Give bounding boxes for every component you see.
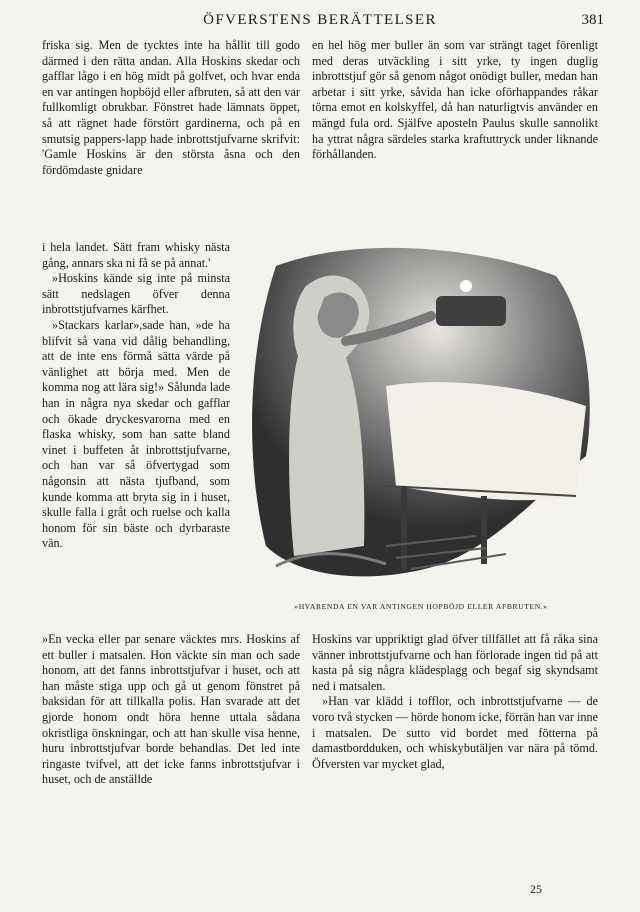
column-left-top	[42, 38, 300, 178]
paragraph: »Hoskins kände sig inte på minsta sätt nedslagen öfver denna inbrottstjufvarnes kärfhet.	[42, 271, 230, 317]
paragraph: »Stackars karlar»,sade han, »de ha blifvit så vana vid dålig behandling, att de inte ens förmå sätta värde på vänlighet att börja med. Men de komma nog att lära sig!» Sålunda lade han in några nya skedar och gafflar och ökade dryckesvarorna med en flaska whisky, som han satte bland vinet i buffeten åt inbrottstjufvarne, och han var så öfvertygad som någonsin att nästa tjufband, som kunde komma att bryta sig in i huset, skulle falla i gråt och ruelse och kalla honom för sin bäste och dyrbaraste vän.	[42, 317, 230, 551]
paragraph: Hoskins var uppriktigt glad öfver tillfället att få råka sina vänner inbrottstjufvarne och han förlorade ingen tid på att kasta på sig några klädesplagg och begaf sig skyndsamt ned i matsalen.	[312, 632, 598, 693]
running-header-title: ÖFVERSTENS BERÄTTELSER	[203, 12, 437, 28]
illustration-caption: »HVARENDA EN VAR ANTINGEN HOPBÖJD ELLER AFBRUTEN.»	[294, 602, 548, 611]
page-number: 381	[581, 12, 604, 28]
column-left-narrow	[42, 240, 230, 552]
illustration	[236, 246, 606, 602]
column-right-bottom	[312, 632, 598, 772]
paragraph: »En vecka eller par senare väcktes mrs. Hoskins af ett buller i matsalen. Hon väckte sin man och sade honom, att det fanns inbrottstjufvar i huset, och att han måste stiga upp och gå ut genom fönstret på baksidan för att tillkalla polis. Han svarade att det gjorde honom ondt höra henne uttala sådana okristliga önskningar, och att han skulle visa henne, huru inbrottstjufvar borde behandlas. Det led inte ringaste tvifvel, att det icke fanns inbrottstjufvar i huset, och de anställde	[42, 632, 300, 787]
column-right-top	[312, 38, 598, 163]
paragraph: friska sig. Men de tycktes inte ha hållit till godo därmed i den rätta andan. Alla Hoskins skedar och gafflar lågo i en hög midt på golfvet, och hvar enda en var antingen hopböjd eller afbruten, så att den var fullkomligt obrukbar. Fönstret hade lämnats öppet, så att rägnet hade förstört gardinerna, och på en smutsig pappers-lapp hade inbrottstjufvarne skrifvit: 'Gamle Hoskins är den största åsna och den fördömdaste gnidare	[42, 38, 300, 177]
paragraph: »Han var klädd i tofflor, och inbrottstjufvarne — de voro två stycken — hörde honom icke, förrän han var inne i matsalen. De sutto vid bordet med fötterna på damastbordduken, och whiskybutäljen var nära på tömd. Öfversten var mycket glad,	[312, 694, 598, 771]
paragraph: en hel hög mer buller än som var strängt taget förenligt med deras utväckling i sitt yrke, ty ingen duglig inbrottstjuf gör så genom något onödigt buller, medan han arbetar i sitt yrke, såvida han icke oförhappandes råkar törna emot en kolskyffel, då han naturligtvis använder en mängd fula ord. Själfve aposteln Paulus skulle sannolikt ha yttrat några särdeles starka kraftuttryck under liknande förhållanden.	[312, 38, 598, 162]
paragraph: i hela landet. Sätt fram whisky nästa gång, annars ska ni få se på annat.'	[42, 240, 230, 270]
signature-mark: 25	[530, 882, 542, 896]
column-left-bottom	[42, 632, 300, 788]
